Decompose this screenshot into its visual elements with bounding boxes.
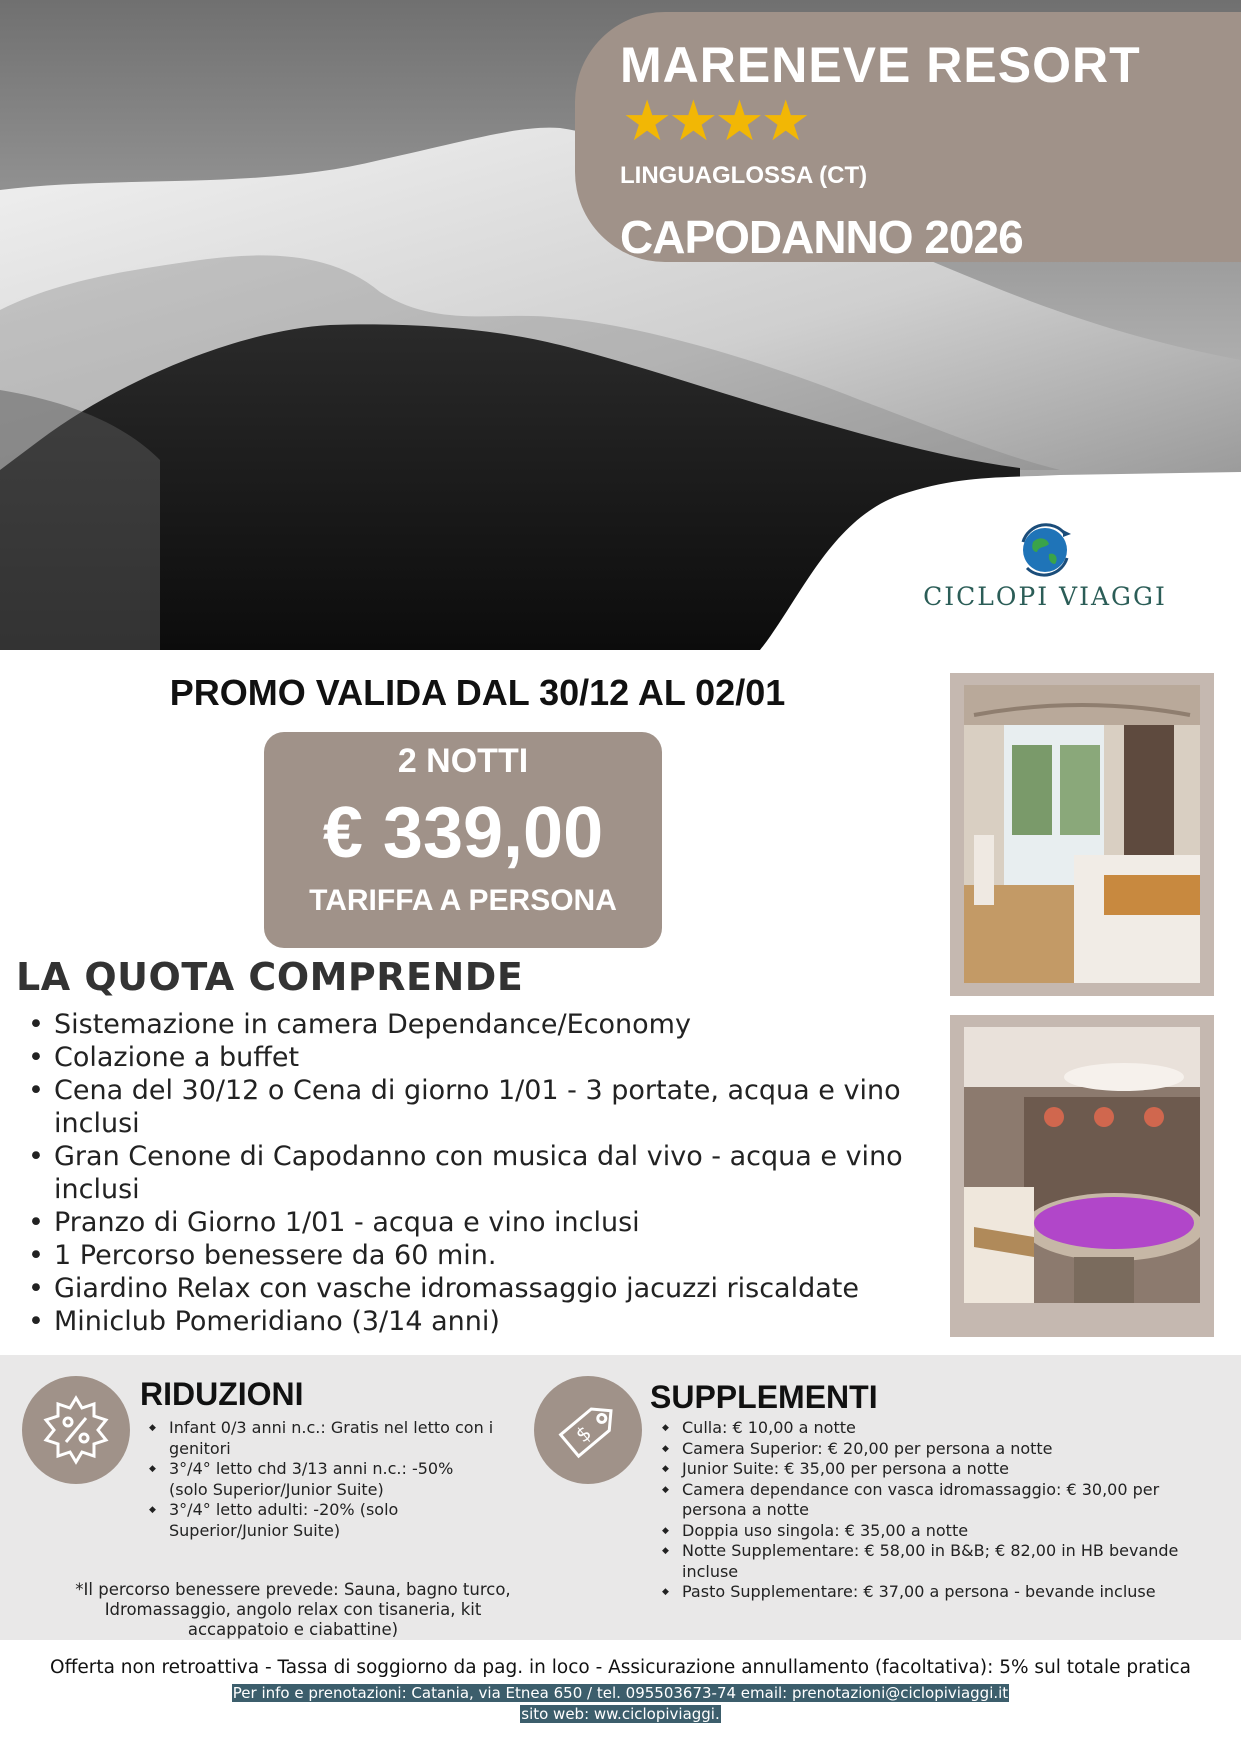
list-item: ◆ Camera Superior: € 20,00 per persona a notte	[658, 1439, 1198, 1460]
riduzioni-title: RIDUZIONI	[140, 1376, 304, 1412]
list-item: • Pranzo di Giorno 1/01 - acqua e vino inclusi	[22, 1206, 947, 1239]
list-item: • Giardino Relax con vasche idromassaggio jacuzzi riscaldate	[22, 1272, 947, 1305]
list-item: ◆ Junior Suite: € 35,00 per persona a notte	[658, 1459, 1198, 1480]
list-item: ◆ 3°/4° letto chd 3/13 anni n.c.: -50% (solo Superior/Junior Suite)	[145, 1459, 495, 1500]
price-amount: € 339,00	[322, 793, 604, 873]
discount-badge-icon	[22, 1376, 130, 1484]
list-item: • Gran Cenone di Capodanno con musica dal vivo - acqua e vino inclusi	[22, 1140, 947, 1206]
supplementi-title: SUPPLEMENTI	[650, 1379, 878, 1415]
list-item: ◆ Notte Supplementare: € 58,00 in B&B; € 82,00 in HB bevande incluse	[658, 1541, 1198, 1582]
offer-terms: Offerta non retroattiva - Tassa di soggiorno da pag. in loco - Assicurazione annullamento (facoltativa): 5% sul totale pratica	[50, 1657, 1191, 1678]
list-item: ◆ 3°/4° letto adulti: -20% (solo Superior/Junior Suite)	[145, 1500, 495, 1541]
price-per-person: TARIFFA A PERSONA	[309, 884, 617, 917]
list-item: • Cena del 30/12 o Cena di giorno 1/01 - 3 portate, acqua e vino inclusi	[22, 1074, 947, 1140]
list-item: • 1 Percorso benessere da 60 min.	[22, 1239, 947, 1272]
price-nights: 2 NOTTI	[397, 742, 529, 780]
list-item: • Sistemazione in camera Dependance/Economy	[22, 1008, 947, 1041]
resort-name: MARENEVE RESORT	[620, 37, 1141, 93]
list-item: • Miniclub Pomeridiano (3/14 anni)	[22, 1305, 947, 1338]
list-item: ◆ Camera dependance con vasca idromassaggio: € 30,00 per persona a notte	[658, 1480, 1198, 1521]
price-tag-icon	[534, 1376, 642, 1484]
resort-location: LINGUAGLOSSA (CT)	[620, 162, 868, 189]
contact-line: Per info e prenotazioni: Catania, via Etnea 650 / tel. 095503673-74 email: prenotazioni@ciclopiviaggi.it	[232, 1684, 1009, 1702]
list-item: ◆ Infant 0/3 anni n.c.: Gratis nel letto con i genitori	[145, 1418, 495, 1459]
website-info	[0, 1704, 1241, 1724]
riduzioni-list	[145, 1418, 495, 1541]
contact-info	[0, 1683, 1241, 1703]
photo-frame-spa	[950, 1015, 1214, 1337]
ciclopi-viaggi-logo	[910, 520, 1180, 620]
globe-plane-icon	[1015, 520, 1075, 580]
logo-text: CICLOPI VIAGGI	[923, 582, 1167, 611]
quota-list	[22, 1008, 947, 1338]
event-title: CAPODANNO 2026	[620, 211, 1023, 263]
svg-text:$: $	[570, 1420, 596, 1448]
promo-title: PROMO VALIDA DAL 30/12 AL 02/01	[169, 672, 786, 713]
photo-frame-room	[950, 673, 1214, 996]
list-item: ◆ Doppia uso singola: € 35,00 a notte	[658, 1521, 1198, 1542]
spa-photo	[964, 1027, 1200, 1303]
room-photo	[964, 685, 1200, 983]
list-item: ◆ Culla: € 10,00 a notte	[658, 1418, 1198, 1439]
supplementi-list	[658, 1418, 1198, 1603]
list-item: • Colazione a buffet	[22, 1041, 947, 1074]
wellness-note: *Il percorso benessere prevede: Sauna, bagno turco, Idromassaggio, angolo relax con tisaneria, kit accappatoio e ciabattine)	[75, 1580, 511, 1639]
website-line: sito web: ww.ciclopiviaggi.	[521, 1705, 720, 1723]
quota-title: LA QUOTA COMPRENDE	[16, 955, 524, 999]
price-box	[264, 732, 662, 948]
list-item: ◆ Pasto Supplementare: € 37,00 a persona - bevande incluse	[658, 1582, 1198, 1603]
star-rating-icon: ★★★★	[622, 89, 807, 154]
